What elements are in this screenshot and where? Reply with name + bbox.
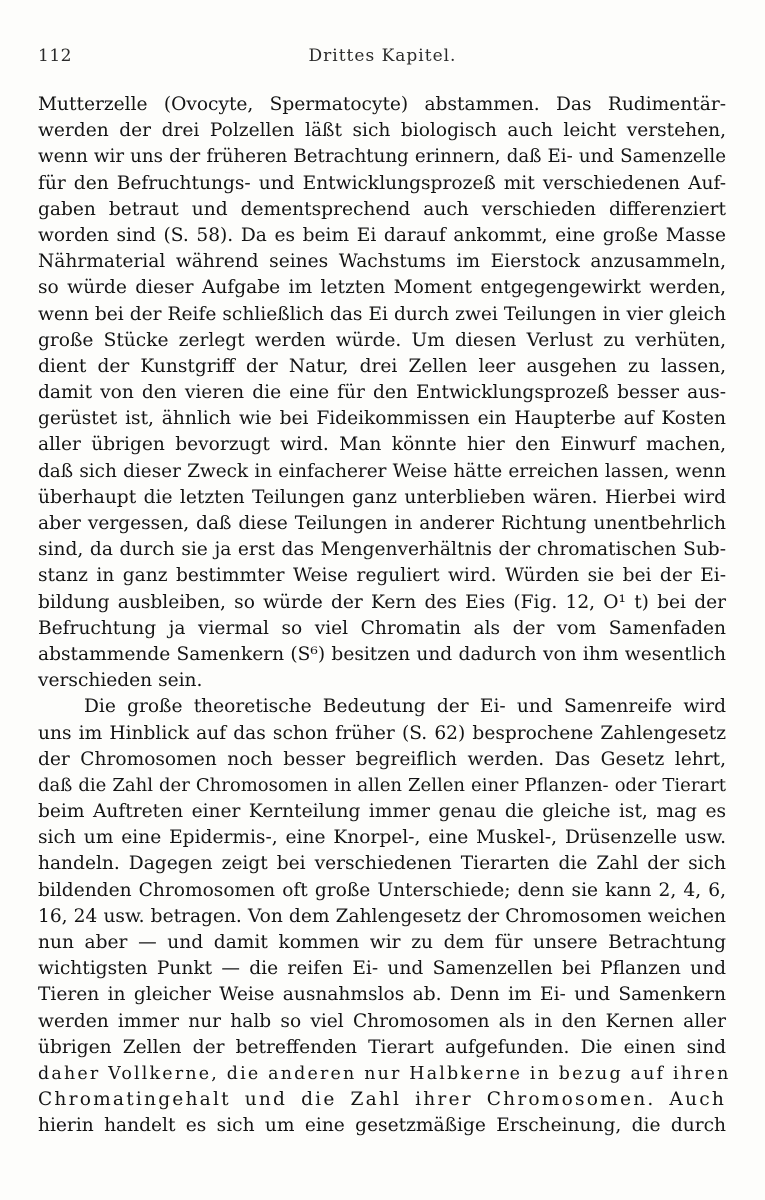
text-line: so würde dieser Aufgabe im letzten Moment entgegengewirkt werden,: [38, 277, 726, 299]
text-line: gerüstet ist, ähnlich wie bei Fideikommissen ein Haupterbe auf Kosten: [38, 408, 726, 430]
text-line: daher Vollkerne, die anderen nur Halbkerne in bezug auf ihren: [38, 1063, 731, 1084]
running-head: [38, 46, 727, 70]
text-line: sich um eine Epidermis-, eine Knorpel-, eine Muskel-, Drüsenzelle usw.: [38, 827, 726, 849]
text-line: handeln. Dagegen zeigt bei verschiedenen Tierarten die Zahl der sich: [38, 853, 726, 875]
text-line: beim Auftreten einer Kernteilung immer genau die gleiche ist, mag es: [38, 801, 726, 823]
text-line: sind, da durch sie ja erst das Mengenverhältnis der chromatischen Sub-: [38, 539, 726, 561]
text-line: Befruchtung ja viermal so viel Chromatin als der vom Samenfaden: [38, 617, 726, 639]
text-line: nun aber — und damit kommen wir zu dem für unsere Betrachtung: [38, 932, 726, 953]
text-line: worden sind (S. 58). Da es beim Ei darauf ankommt, eine große Masse: [38, 224, 726, 246]
text-line: damit von den vieren die eine für den Entwicklungsprozeß besser aus-: [38, 382, 726, 404]
text-line: große Stücke zerlegt werden würde. Um diesen Verlust zu verhüten,: [38, 329, 726, 351]
page-number: 112: [38, 46, 72, 66]
text-line: für den Befruchtungs- und Entwicklungsprozeß mit verschiedenen Auf-: [38, 172, 726, 194]
text-line: Nährmaterial während seines Wachstums im Eierstock anzusammeln,: [38, 251, 726, 273]
text-line: hierin handelt es sich um eine gesetzmäßige Erscheinung, die durch: [38, 1115, 726, 1137]
text-line: wichtigsten Punkt — die reifen Ei- und Samenzellen bei Pflanzen und: [38, 958, 726, 980]
text-line: Chromatingehalt und die Zahl ihrer Chromosomen. Auch: [38, 1089, 726, 1111]
text-line: aller übrigen bevorzugt wird. Man könnte hier den Einwurf machen,: [38, 434, 726, 456]
text-line: der Chromosomen noch besser begreiflich werden. Das Gesetz lehrt,: [38, 748, 726, 770]
text-line: Mutterzelle (Ovocyte, Spermatocyte) abstammen. Das Rudimentär-: [38, 94, 726, 115]
text-line: wenn bei der Reife schließlich das Ei durch zwei Teilungen in vier gleich: [38, 303, 726, 325]
text-line: 16, 24 usw. betragen. Von dem Zahlengesetz der Chromosomen weichen: [38, 905, 726, 927]
text-line: übrigen Zellen der betreffenden Tierart aufgefunden. Die einen sind: [38, 1036, 726, 1058]
text-line: Die große theoretische Bedeutung der Ei- und Samenreife wird: [84, 696, 726, 718]
text-line: wenn wir uns der früheren Betrachtung erinnern, daß Ei- und Samenzelle: [38, 146, 726, 168]
text-line: werden immer nur halb so viel Chromosomen als in den Kernen aller: [38, 1010, 726, 1032]
paragraph-2: [38, 694, 731, 1139]
chapter-title: Drittes Kapitel.: [308, 46, 457, 66]
text-line: bildung ausbleiben, so würde der Kern des Eies (Fig. 12, O¹ t) bei der: [38, 591, 726, 613]
text-line: dient der Kunstgriff der Natur, drei Zellen leer ausgehen zu lassen,: [38, 355, 726, 377]
body-text: [38, 92, 731, 1140]
text-line: bildenden Chromosomen oft große Unterschiede; denn sie kann 2, 4, 6,: [38, 879, 726, 901]
text-line: daß sich dieser Zweck in einfacherer Weise hätte erreichen lassen, wenn: [38, 460, 726, 482]
text-line: daß die Zahl der Chromosomen in allen Zellen einer Pflanzen- oder Tierart: [38, 774, 726, 796]
text-line: stanz in ganz bestimmter Weise reguliert wird. Würden sie bei der Ei-: [38, 565, 726, 587]
text-line: verschieden sein.: [38, 670, 203, 692]
text-line: abstammende Samenkern (S⁶) besitzen und dadurch von ihm wesentlich: [38, 643, 726, 665]
text-line: Tieren in gleicher Weise ausnahmslos ab. Denn im Ei- und Samenkern: [38, 984, 726, 1006]
text-line: aber vergessen, daß diese Teilungen in anderer Richtung unentbehrlich: [38, 513, 726, 534]
paragraph-1: [38, 92, 726, 694]
text-line: werden der drei Polzellen läßt sich biologisch auch leicht verstehen,: [38, 120, 726, 142]
text-line: überhaupt die letzten Teilungen ganz unterblieben wären. Hierbei wird: [38, 486, 726, 508]
text-line: uns im Hinblick auf das schon früher (S. 62) besprochene Zahlengesetz: [38, 722, 726, 744]
text-line: gaben betraut und dementsprechend auch verschieden differenziert: [38, 198, 726, 220]
